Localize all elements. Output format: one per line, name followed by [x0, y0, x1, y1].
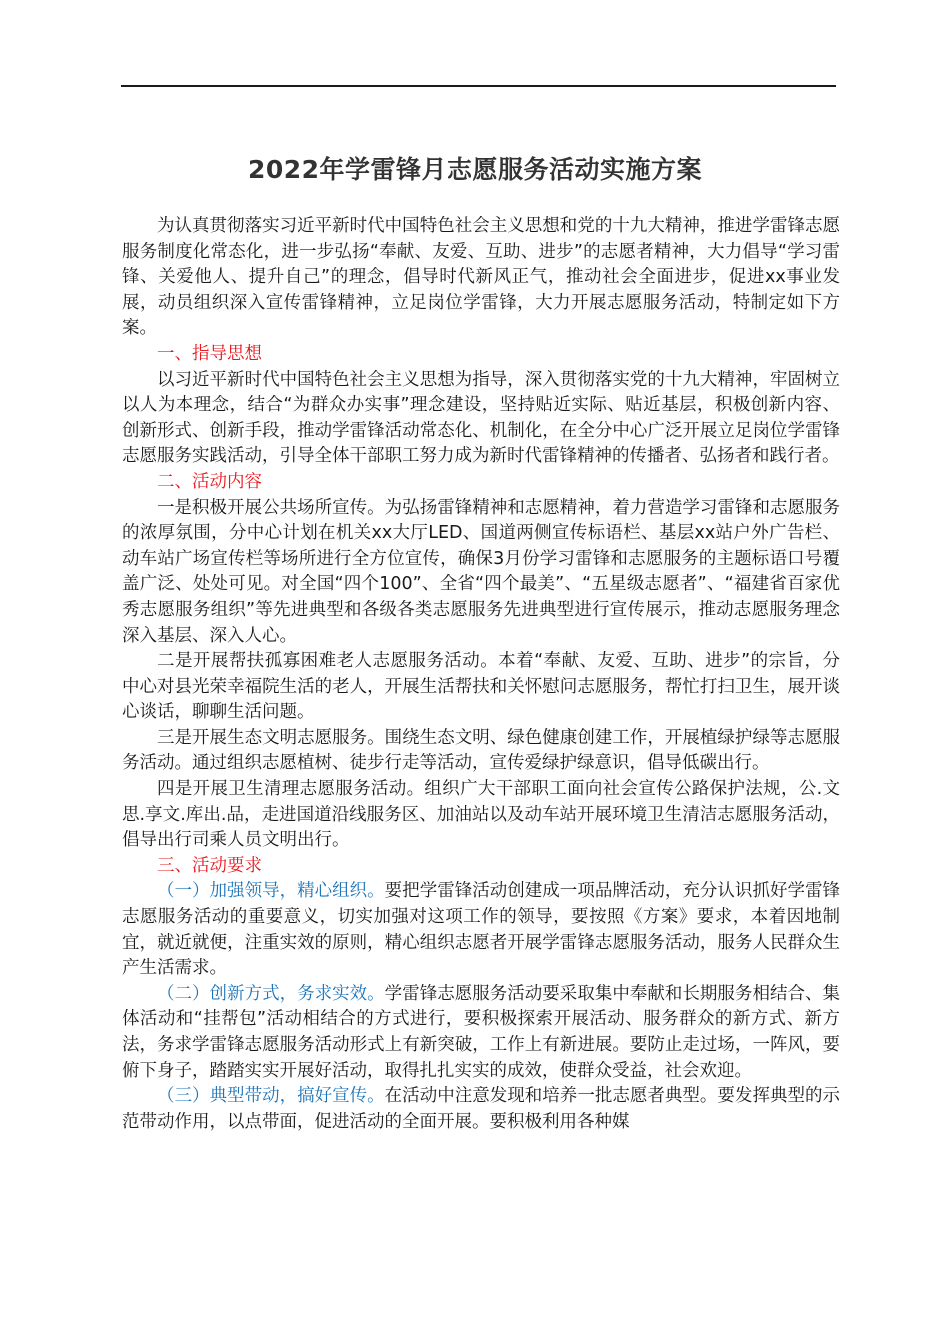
requirement-paragraph-1 [122, 879, 840, 981]
activity-content-paragraph-3: 三是开展生态文明志愿服务。围绕生态文明、绿色健康创建工作，开展植绿护绿等志愿服务活动。通过组织志愿植树、徒步行走等活动，宣传爱绿护绿意识，倡导低碳出行。 [122, 727, 840, 774]
requirement-lead-2: （二）创新方式，务求实效。 [157, 983, 385, 1004]
requirement-lead-1: （一）加强领导，精心组织。 [157, 881, 385, 902]
requirement-lead-3: （三）典型带动，搞好宣传。 [157, 1086, 385, 1107]
guiding-ideology-paragraph: 以习近平新时代中国特色社会主义思想为指导，深入贯彻落实党的十九大精神，牢固树立以人为本理念，结合“为群众办实事”理念建设，坚持贴近实际、贴近基层，积极创新内容、创新形式、创新手段，推动学雷锋活动常态化、机制化，在全分中心广泛开展立足岗位学雷锋志愿服务实践活动，引导全体干部职工努力成为新时代雷锋精神的传播者、弘扬者和践行者。 [122, 369, 840, 467]
requirement-text-1: 要把学雷锋活动创建成一项品牌活动，充分认识抓好学雷锋志愿服务活动的重要意义，切实加强对这项工作的领导，要按照《方案》要求，本着因地制宜，就近就便，注重实效的原则，精心组织志愿者开展学雷锋志愿服务活动，服务人民群众生产生活需求。 [122, 881, 840, 979]
requirement-text-3: 在活动中注意发现和培养一批志愿者典型。要发挥典型的示范带动作用，以点带面，促进活动的全面开展。要积极利用各种媒 [122, 1086, 840, 1132]
section-heading-activity-requirements: 三、活动要求 [157, 855, 262, 876]
header-rule [121, 85, 836, 87]
intro-paragraph: 为认真贯彻落实习近平新时代中国特色社会主义思想和党的十九大精神，推进学雷锋志愿服务制度化常态化，进一步弘扬“奉献、友爱、互助、进步”的志愿者精神，大力倡导“学习雷锋、关爱他人、提升自己”的理念，倡导时代新风正气，推动社会全面进步，促进xx事业发展，动员组织深入宣传雷锋精神，立足岗位学雷锋，大力开展志愿服务活动，特制定如下方案。 [122, 216, 840, 339]
activity-content-paragraph-1: 一是积极开展公共场所宣传。为弘扬雷锋精神和志愿精神，着力营造学习雷锋和志愿服务的浓厚氛围，分中心计划在机关xx大厅LED、国道两侧宣传标语栏、基层xx站户外广告栏、动车站广场宣传栏等场所进行全方位宣传，确保3月份学习雷锋和志愿服务的主题标语口号覆盖广泛、处处可见。对全国“四个100”、全省“四个最美”、“五星级志愿者”、“福建省百家优秀志愿服务组织”等先进典型和各级各类志愿服务先进典型进行宣传展示，推动志愿服务理念深入基层、深入人心。 [122, 497, 840, 646]
requirement-text-2: 学雷锋志愿服务活动要采取集中奉献和长期服务相结合、集体活动和“挂帮包”活动相结合的方式进行，要积极探索开展活动、服务群众的新方式、新方法，务求学雷锋志愿服务活动形式上有新突破，工作上有新进展。要防止走过场，一阵风，要俯下身子，踏踏实实开展好活动，取得扎扎实实的成效，使群众受益，社会欢迎。 [122, 983, 840, 1081]
document-title: 2022年学雷锋月志愿服务活动实施方案 [247, 155, 703, 184]
section-heading-activity-content: 二、活动内容 [157, 471, 262, 492]
document-body [122, 214, 840, 1135]
requirement-paragraph-2 [122, 982, 840, 1084]
section-heading-guiding-ideology: 一、指导思想 [157, 343, 262, 364]
requirement-paragraph-3 [122, 1084, 840, 1135]
activity-content-paragraph-2: 二是开展帮扶孤寡困难老人志愿服务活动。本着“奉献、友爱、互助、进步”的宗旨，分中心对县光荣幸福院生活的老人，开展生活帮扶和关怀慰问志愿服务，帮忙打扫卫生，展开谈心谈话，聊聊生活问题。 [122, 651, 840, 723]
activity-content-paragraph-4: 四是开展卫生清理志愿服务活动。组织广大干部职工面向社会宣传公路保护法规，公.文思.享文.库出.品，走进国道沿线服务区、加油站以及动车站开展环境卫生清洁志愿服务活动，倡导出行司乘人员文明出行。 [122, 779, 840, 851]
